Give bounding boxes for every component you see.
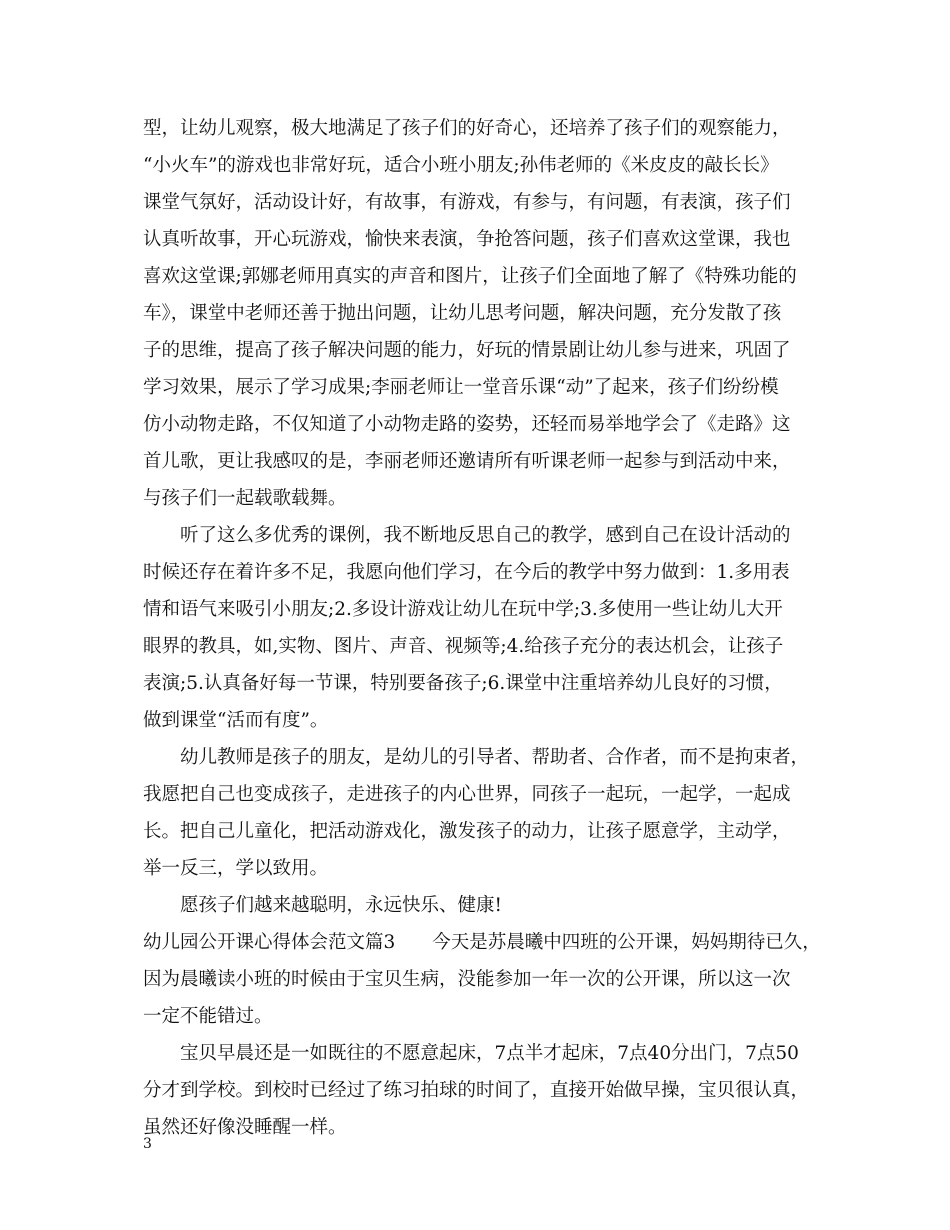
- text-line: 一定不能错过。: [143, 1006, 273, 1027]
- text-line: 表演;5.认真备好每一节课，特别要备孩子;6.课堂中注重培养幼儿良好的习惯，: [143, 673, 783, 694]
- text-line: 愿孩子们越来越聪明，永远快乐、健康!: [143, 895, 502, 916]
- text-line: 我愿把自己也变成孩子，走进孩子的内心世界，同孩子一起玩，一起学，一起成: [143, 784, 791, 805]
- text-line: 学习效果，展示了学习成果;李丽老师让一堂音乐课“动”了起来，孩子们纷纷模: [143, 377, 779, 398]
- text-line: 与孩子们一起载歌载舞。: [143, 488, 347, 509]
- text-line: 课堂气氛好，活动设计好，有故事，有游戏，有参与，有问题，有表演，孩子们: [143, 192, 791, 213]
- text-line: 宝贝早晨还是一如既往的不愿意起床，7点半才起床，7点40分出门，7点50: [143, 1043, 799, 1064]
- section-heading-line: 幼儿园公开课心得体会范文篇3 今天是苏晨曦中四班的公开课，妈妈期待已久，: [143, 932, 821, 953]
- text-line: “小火车”的游戏也非常好玩，适合小班小朋友;孙伟老师的《米皮皮的敲长长》: [143, 155, 779, 176]
- text-line: 虽然还好像没睡醒一样。: [143, 1117, 347, 1138]
- text-line: 分才到学校。到校时已经过了练习拍球的时间了，直接开始做早操，宝贝很认真，: [143, 1080, 810, 1101]
- text-line: 车》，课堂中老师还善于抛出问题，让幼儿思考问题，解决问题，充分发散了孩: [143, 303, 782, 324]
- page-number: 3: [143, 1136, 152, 1152]
- text-line: 认真听故事，开心玩游戏，愉快来表演，争抢答问题，孩子们喜欢这堂课，我也: [143, 229, 791, 250]
- text-line: 眼界的教具，如,实物、图片、声音、视频等;4.给孩子充分的表达机会，让孩子: [143, 636, 784, 657]
- text-line: 情和语气来吸引小朋友;2.多设计游戏让幼儿在玩中学;3.多使用一些让幼儿大开: [143, 599, 783, 620]
- text-line: 型，让幼儿观察，极大地满足了孩子们的好奇心，还培养了孩子们的观察能力，: [143, 118, 791, 139]
- text-line: 首儿歌，更让我感叹的是，李丽老师还邀请所有听课老师一起参与到活动中来，: [143, 451, 791, 472]
- text-line: 喜欢这堂课;郭娜老师用真实的声音和图片，让孩子们全面地了解了《特殊功能的: [143, 266, 797, 287]
- text-line: 因为晨曦读小班的时候由于宝贝生病，没能参加一年一次的公开课，所以这一次: [143, 969, 791, 990]
- text-line: 做到课堂“活而有度”。: [143, 710, 329, 731]
- text-line: 举一反三，学以致用。: [143, 858, 329, 879]
- text-line: 子的思维，提高了孩子解决问题的能力，好玩的情景剧让幼儿参与进来，巩固了: [143, 340, 791, 361]
- text-line: 仿小动物走路，不仅知道了小动物走路的姿势，还轻而易举地学会了《走路》这: [143, 414, 791, 435]
- text-line: 听了这么多优秀的课例，我不断地反思自己的教学，感到自己在设计活动的: [143, 525, 791, 546]
- text-line: 时候还存在着许多不足，我愿向他们学习，在今后的教学中努力做到：1.多用表: [143, 562, 790, 583]
- text-line: 长。把自己儿童化，把活动游戏化，激发孩子的动力，让孩子愿意学，主动学，: [143, 821, 791, 842]
- text-line: 幼儿教师是孩子的朋友，是幼儿的引导者、帮助者、合作者，而不是拘束者，: [143, 747, 810, 768]
